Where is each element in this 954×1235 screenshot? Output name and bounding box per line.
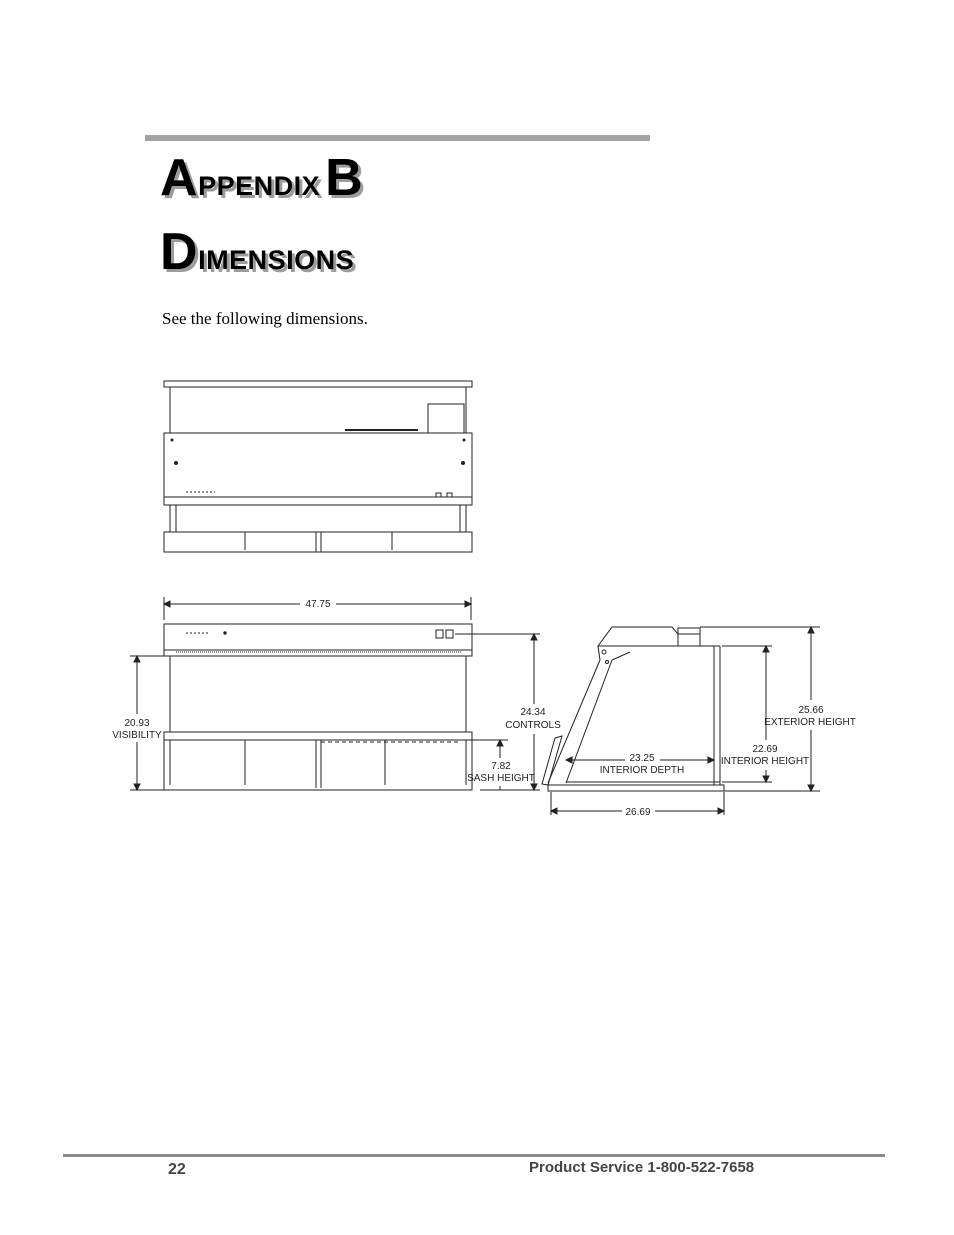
- exterior-height-label: EXTERIOR HEIGHT: [764, 717, 856, 728]
- exterior-height-value: 25.66: [798, 705, 824, 716]
- footer-rule: [63, 1154, 885, 1157]
- footer-service-text: Product Service 1-800-522-7658: [529, 1159, 755, 1176]
- interior-depth-label: INTERIOR DEPTH: [599, 765, 685, 776]
- width-dimension: 47.75: [305, 599, 331, 610]
- interior-height-value: 22.69: [752, 744, 778, 755]
- sash-height-value: 7.82: [491, 761, 511, 772]
- dimensions-heading: DIMENSIONS: [160, 223, 355, 281]
- depth-dimension: 26.69: [625, 807, 651, 818]
- sash-height-label: SASH HEIGHT: [467, 773, 535, 784]
- appendix-heading: APPENDIX B: [160, 149, 364, 207]
- front-elevation-drawing: [130, 597, 540, 790]
- controls-value: 24.34: [520, 707, 546, 718]
- intro-text: See the following dimensions.: [162, 309, 368, 328]
- visibility-label: VISIBILITY: [112, 730, 162, 741]
- visibility-value: 20.93: [124, 718, 150, 729]
- top-view-drawing: [164, 381, 472, 552]
- interior-height-label: INTERIOR HEIGHT: [720, 756, 810, 767]
- page-number: 22: [168, 1161, 186, 1178]
- interior-depth-value: 23.25: [629, 753, 655, 764]
- controls-label: CONTROLS: [505, 720, 561, 731]
